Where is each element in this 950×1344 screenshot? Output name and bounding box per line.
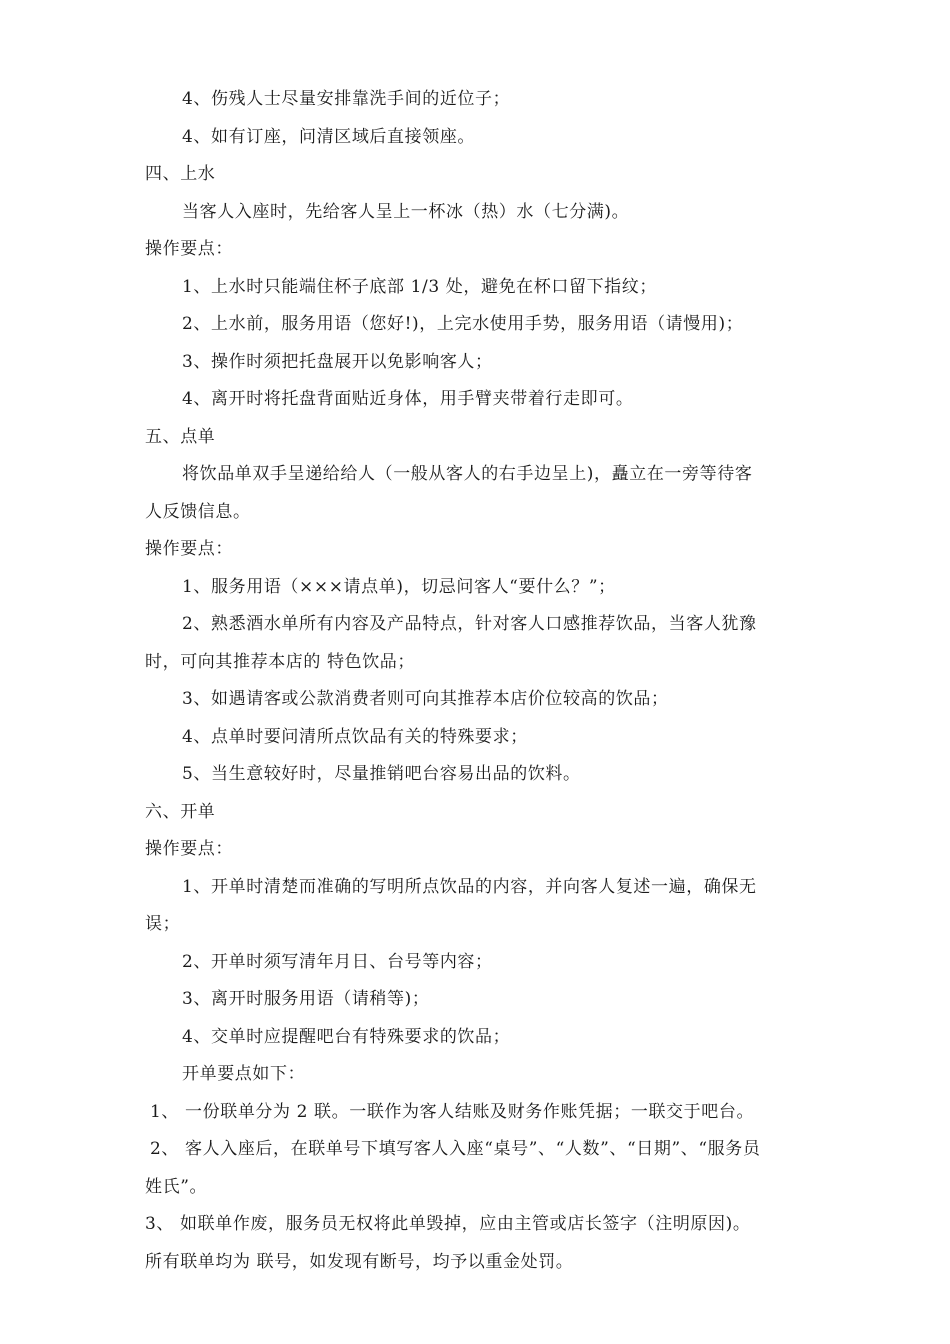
text-line: 2、开单时须写清年月日、台号等内容； [182, 952, 493, 972]
text-line: 3、离开时服务用语（请稍等)； [182, 989, 430, 1009]
text-line: 4、离开时将托盘背面贴近身体，用手臂夹带着行走即可。 [182, 389, 634, 409]
text-line: 人反馈信息。 [145, 502, 251, 522]
text-line: 3、如遇请客或公款消费者则可向其推荐本店价位较高的饮品； [182, 689, 669, 709]
text-line: 3、 如联单作废，服务员无权将此单毁掉，应由主管或店长签字（注明原因)。 [145, 1214, 751, 1234]
text-line: 所有联单均为 联号，如发现有断号，均予以重金处罚。 [145, 1252, 574, 1272]
text-line: 4、点单时要问清所点饮品有关的特殊要求； [182, 727, 528, 747]
text-line: 时，可向其推荐本店的 特色饮品； [145, 652, 416, 672]
subheading: 操作要点： [145, 539, 233, 559]
text-line: 姓氏”。 [145, 1177, 208, 1197]
text-line: 4、如有订座，问清区域后直接领座。 [182, 127, 476, 147]
text-line: 1、 一份联单分为 2 联。一联作为客人结账及财务作账凭据；一联交于吧台。 [150, 1102, 755, 1122]
text-line: 4、伤残人士尽量安排靠洗手间的近位子； [182, 89, 511, 109]
text-line: 当客人入座时，先给客人呈上一杯冰（热）水（七分满)。 [182, 202, 630, 222]
text-line: 1、服务用语（×××请点单)，切忌问客人“要什么？”； [182, 577, 616, 597]
section-heading: 五、点单 [145, 427, 216, 447]
text-line: 2、上水前，服务用语（您好!)，上完水使用手势，服务用语（请慢用)； [182, 314, 744, 334]
text-line: 5、当生意较好时，尽量推销吧台容易出品的饮料。 [182, 764, 581, 784]
section-heading: 六、开单 [145, 802, 216, 822]
text-line: 将饮品单双手呈递给给人（一般从客人的右手边呈上)，矗立在一旁等待客 [182, 464, 753, 484]
text-line: 开单要点如下： [182, 1064, 306, 1084]
text-line: 4、交单时应提醒吧台有特殊要求的饮品； [182, 1027, 511, 1047]
text-line: 3、操作时须把托盘展开以免影响客人； [182, 352, 493, 372]
text-line: 1、开单时清楚而准确的写明所点饮品的内容，并向客人复述一遍，确保无 [182, 877, 757, 897]
subheading: 操作要点： [145, 239, 233, 259]
text-line: 2、熟悉酒水单所有内容及产品特点，针对客人口感推荐饮品，当客人犹豫 [182, 614, 757, 634]
text-line: 2、 客人入座后，在联单号下填写客人入座“桌号”、“人数”、“日期”、“服务员 [150, 1139, 761, 1159]
section-heading: 四、上水 [145, 164, 216, 184]
text-line: 1、上水时只能端住杯子底部 1/3 处，避免在杯口留下指纹； [182, 277, 657, 297]
subheading: 操作要点： [145, 839, 233, 859]
text-line: 误； [145, 914, 181, 934]
